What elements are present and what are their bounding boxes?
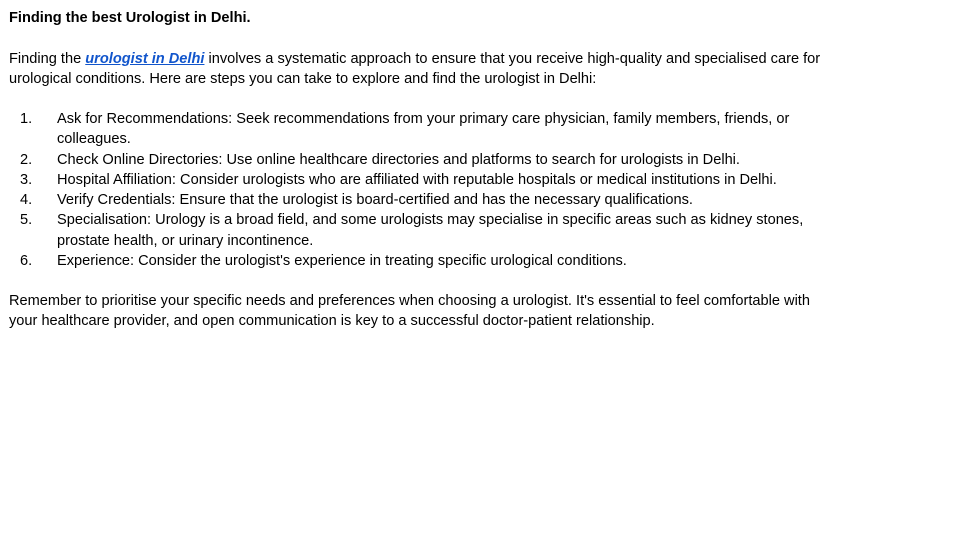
page-title: Finding the best Urologist in Delhi. (9, 10, 251, 26)
list-item (0, 109, 840, 150)
intro-text-after-link: involves a systematic approach to ensure that you receive high-quality and specialised care for urological conditions. Here are steps you can take to explore and find the urologist in Delhi: (9, 51, 821, 88)
list-item-number: 3. (20, 171, 33, 188)
list-item-text: Verify Credentials: Ensure that the urologist is board-certified and has the necessary qualifications. (57, 192, 693, 209)
intro-text-before-link: Finding the (9, 51, 86, 67)
list-item-number: 5. (20, 212, 33, 229)
list-item-text: Specialisation: Urology is a broad field, and some urologists may specialise in specific areas such as kidney stones, prostate health, or urinary incontinence. (57, 212, 804, 249)
list-item (0, 170, 840, 190)
list-item-text: Ask for Recommendations: Seek recommendations from your primary care physician, family members, friends, or colleagues. (57, 111, 790, 148)
list-item (0, 150, 840, 170)
list-item-text: Hospital Affiliation: Consider urologists who are affiliated with reputable hospitals or medical institutions in Delhi. (57, 171, 777, 188)
list-item-number: 1. (20, 111, 33, 127)
list-item (0, 190, 840, 210)
list-item-text: Check Online Directories: Use online healthcare directories and platforms to search for urologists in Delhi. (57, 151, 740, 168)
closing-paragraph: Remember to prioritise your specific needs and preferences when choosing a urologist. It's essential to feel comfortable with your healthcare provider, and open communication is key to a successful doctor-patient relationship. (9, 293, 810, 330)
list-item-number: 4. (20, 192, 33, 209)
steps-list (0, 109, 840, 271)
list-item-number: 2. (20, 151, 33, 168)
intro-paragraph (9, 49, 839, 90)
list-item (0, 210, 840, 251)
urologist-in-delhi-link[interactable]: urologist in Delhi (85, 51, 205, 67)
list-item-number: 6. (20, 253, 33, 270)
list-item-text: Experience: Consider the urologist's experience in treating specific urological conditions. (57, 253, 627, 270)
list-item (0, 251, 840, 271)
